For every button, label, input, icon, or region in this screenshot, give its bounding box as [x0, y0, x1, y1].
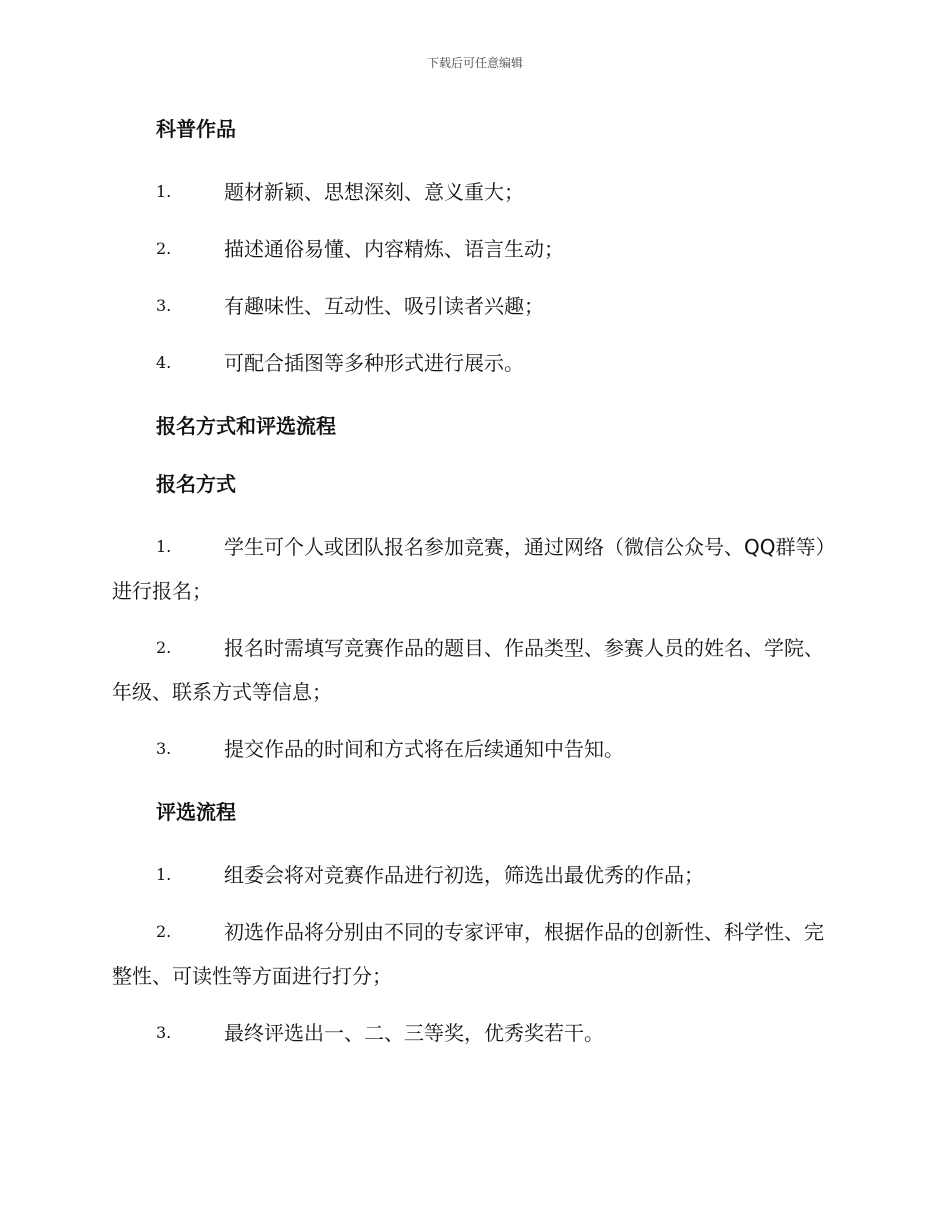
- list-number: 1.: [156, 182, 172, 201]
- list-text: 描述通俗易懂、内容精炼、语言生动；: [224, 237, 564, 261]
- header-note: 下载后可任意编辑: [426, 56, 523, 70]
- list-number: 2.: [156, 239, 172, 258]
- list-number: 3.: [156, 296, 172, 315]
- list-text: 提交作品的时间和方式将在后续通知中告知。: [224, 737, 624, 761]
- list-item: [112, 525, 842, 613]
- list-item: [112, 1011, 842, 1055]
- list-text: 报名时需填写竞赛作品的题目、作品类型、参赛人员的姓名、学院、年级、联系方式等信息；: [112, 636, 824, 704]
- list-item: [112, 727, 842, 771]
- list-item: [112, 853, 842, 897]
- list-number: 4.: [156, 353, 172, 372]
- section-heading-review: 评选流程: [156, 800, 236, 824]
- list-text: 题材新颖、思想深刻、意义重大；: [224, 180, 524, 204]
- list-item: [112, 284, 842, 328]
- section-heading-registration-and-review: 报名方式和评选流程: [156, 414, 336, 438]
- list-text: 组委会将对竞赛作品进行初选，筛选出最优秀的作品；: [224, 863, 704, 887]
- list-text: 学生可个人或团队报名参加竞赛，通过网络（微信公众号、QQ群等）进行报名；: [112, 535, 836, 603]
- list-item: [112, 626, 842, 714]
- section-heading-registration: 报名方式: [156, 472, 236, 496]
- list-item: [112, 341, 842, 385]
- list-number: 2.: [156, 638, 172, 657]
- list-number: 1.: [156, 537, 172, 556]
- list-text: 最终评选出一、二、三等奖，优秀奖若干。: [224, 1021, 604, 1045]
- list-item: [112, 170, 842, 214]
- section-heading-popular-science: 科普作品: [156, 117, 236, 141]
- list-number: 2.: [156, 922, 172, 941]
- list-text: 有趣味性、互动性、吸引读者兴趣；: [224, 294, 544, 318]
- document-content: [112, 112, 842, 1068]
- list-number: 1.: [156, 865, 172, 884]
- list-number: 3.: [156, 739, 172, 758]
- list-text: 初选作品将分别由不同的专家评审，根据作品的创新性、科学性、完整性、可读性等方面进行打分；: [112, 920, 824, 988]
- list-item: [112, 910, 842, 998]
- list-item: [112, 227, 842, 271]
- list-text: 可配合插图等多种形式进行展示。: [224, 351, 524, 375]
- list-number: 3.: [156, 1023, 172, 1042]
